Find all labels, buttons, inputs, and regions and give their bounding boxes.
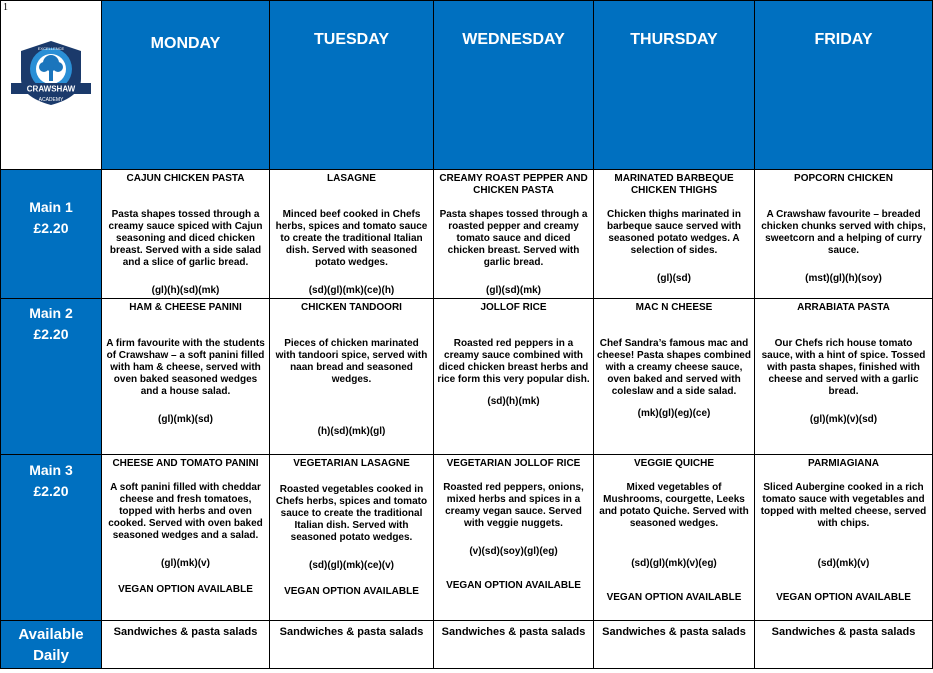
- row-label: Main 2: [29, 305, 73, 321]
- main1-row: [1, 170, 933, 299]
- page-number: 1: [3, 2, 8, 13]
- header-row: [1, 1, 933, 170]
- daily-label-line1: Available: [18, 626, 84, 643]
- row-price: £2.20: [33, 326, 69, 342]
- daily-item: Sandwiches & pasta salads: [270, 621, 434, 669]
- dish-description: A Crawshaw favourite – breaded chicken chunks served with chips, sweetcorn and a helping of curry sauce.: [761, 209, 926, 256]
- dish-description: Sliced Aubergine cooked in a rich tomato sauce with vegetables and topped with melted cheese, served with chips.: [760, 482, 927, 529]
- crawshaw-logo: [11, 39, 91, 107]
- dish-allergens: (gl)(h)(sd)(mk): [151, 285, 220, 296]
- logo-text: CRAWSHAW: [26, 84, 76, 94]
- dish-title: JOLLOF RICE: [480, 302, 547, 313]
- row-header-main2: [1, 299, 102, 455]
- row-header-main3: [1, 455, 102, 621]
- dish-title: MARINATED BARBEQUE CHICKEN THIGHS: [614, 173, 734, 196]
- menu-cell: [270, 455, 434, 621]
- dish-title: VEGETARIAN JOLLOF RICE: [446, 458, 581, 469]
- dish-title: HAM & CHEESE PANINI: [129, 302, 242, 313]
- vegan-option: VEGAN OPTION AVAILABLE: [606, 592, 742, 603]
- menu-cell: [102, 455, 270, 621]
- dish-title: CREAMY ROAST PEPPER AND CHICKEN PASTA: [439, 173, 588, 196]
- menu-cell: [434, 299, 594, 455]
- dish-allergens: (sd)(gl)(mk)(ce)(h): [308, 285, 395, 296]
- main3-row: [1, 455, 933, 621]
- dish-title: LASAGNE: [327, 173, 376, 184]
- daily-item: Sandwiches & pasta salads: [594, 621, 755, 669]
- daily-label-line2: Daily: [33, 647, 69, 664]
- row-price: £2.20: [33, 220, 69, 236]
- dish-title: MAC N CHEESE: [635, 302, 713, 313]
- dish-description: Pasta shapes tossed through a creamy sauce spiced with Cajun seasoning and diced chicken breast. Served with a side salad and a slice of garlic bread.: [108, 209, 263, 268]
- dish-allergens: (v)(sd)(soy)(gl)(eg): [469, 546, 558, 557]
- dish-description: Pasta shapes tossed through a roasted pepper and creamy tomato sauce and diced chicken breast. Served with garlic bread.: [439, 209, 588, 268]
- logo-ring-text: EXCELLENCE: [37, 46, 65, 51]
- row-label: Main 1: [29, 199, 73, 215]
- menu-cell: [594, 455, 755, 621]
- dish-title: VEGETARIAN LASAGNE: [293, 458, 410, 469]
- dish-description: Minced beef cooked in Chefs herbs, spices and tomato sauce to create the traditional Italian dish. Served with seasoned potato wedges.: [275, 209, 428, 268]
- daily-item: Sandwiches & pasta salads: [102, 621, 270, 669]
- dish-allergens: (mst)(gl)(h)(soy): [805, 273, 882, 284]
- dish-description: A soft panini filled with cheddar cheese and fresh tomatoes, topped with herbs and oven cooked. Served with oven baked seasoned wedges and a salad.: [108, 482, 263, 541]
- dish-allergens: (sd)(h)(mk): [487, 396, 540, 407]
- daily-row: [1, 621, 933, 669]
- menu-cell: [755, 455, 933, 621]
- dish-allergens: (gl)(sd)(mk): [486, 285, 541, 296]
- dish-allergens: (gl)(mk)(sd): [158, 414, 213, 425]
- day-header-monday: MONDAY: [102, 1, 270, 170]
- dish-description: Pieces of chicken marinated with tandoori spice, served with naan bread and seasoned wedges.: [275, 338, 428, 385]
- dish-allergens: (mk)(gl)(eg)(ce): [637, 408, 711, 419]
- row-header-main1: [1, 170, 102, 299]
- day-header-thursday: THURSDAY: [594, 1, 755, 170]
- vegan-option: VEGAN OPTION AVAILABLE: [284, 586, 419, 597]
- dish-title: ARRABIATA PASTA: [797, 302, 890, 313]
- dish-description: A firm favourite with the students of Crawshaw – a soft panini filled with ham & cheese, served with oven baked seasoned wedges and a house salad.: [106, 338, 265, 397]
- dish-allergens: (gl)(mk)(v): [161, 558, 210, 569]
- row-header-daily: [1, 621, 102, 669]
- menu-cell: [270, 170, 434, 299]
- vegan-option: VEGAN OPTION AVAILABLE: [446, 580, 581, 591]
- dish-title: PARMIAGIANA: [808, 458, 879, 469]
- dish-allergens: (sd)(gl)(mk)(v)(eg): [631, 558, 717, 569]
- dish-description: Chicken thighs marinated in barbeque sauce served with seasoned potato wedges. A selection of sides.: [607, 209, 741, 256]
- dish-allergens: (sd)(mk)(v): [817, 558, 870, 569]
- dish-title: CHEESE AND TOMATO PANINI: [112, 458, 259, 469]
- menu-cell: [270, 299, 434, 455]
- dish-allergens: (sd)(gl)(mk)(ce)(v): [309, 560, 394, 571]
- logo-cell: [1, 1, 102, 170]
- dish-allergens: (h)(sd)(mk)(gl): [317, 426, 386, 437]
- dish-title: CAJUN CHICKEN PASTA: [126, 173, 245, 184]
- dish-description: Mixed vegetables of Mushrooms, courgette, Leeks and potato Quiche. Served with seasoned wedges.: [599, 482, 749, 529]
- daily-item: Sandwiches & pasta salads: [755, 621, 933, 669]
- menu-cell: [594, 170, 755, 299]
- day-header-friday: FRIDAY: [755, 1, 933, 170]
- menu-cell: [434, 455, 594, 621]
- dish-description: Roasted red peppers in a creamy sauce combined with diced chicken breast herbs and rice form this very popular dish.: [437, 338, 590, 385]
- menu-cell: [755, 170, 933, 299]
- dish-title: CHICKEN TANDOORI: [301, 302, 402, 313]
- menu-cell: [102, 170, 270, 299]
- row-price: £2.20: [33, 483, 69, 499]
- dish-description: Roasted vegetables cooked in Chefs herbs, spices and tomato sauce to create the traditional Italian dish. Served with seasoned potato wedges.: [275, 484, 428, 543]
- dish-allergens: (gl)(sd): [657, 273, 691, 284]
- main2-row: [1, 299, 933, 455]
- menu-cell: [594, 299, 755, 455]
- dish-description: Chef Sandra’s famous mac and cheese! Pasta shapes combined with a creamy cheese sauce, oven baked and served with coleslaw and a side salad.: [597, 338, 751, 397]
- dish-allergens: (gl)(mk)(v)(sd): [809, 414, 878, 425]
- dish-description: Our Chefs rich house tomato sauce, with a hint of spice. Tossed with pasta shapes, finished with cheese and served with a garlic bread.: [761, 338, 926, 397]
- menu-cell: [755, 299, 933, 455]
- menu-cell: [434, 170, 594, 299]
- daily-item: Sandwiches & pasta salads: [434, 621, 594, 669]
- vegan-option: VEGAN OPTION AVAILABLE: [776, 592, 911, 603]
- row-label: Main 3: [29, 462, 73, 478]
- day-header-wednesday: WEDNESDAY: [434, 1, 594, 170]
- dish-title: VEGGIE QUICHE: [633, 458, 714, 469]
- dish-description: Roasted red peppers, onions, mixed herbs and spices in a creamy vegan sauce. Served with veggie nuggets.: [443, 482, 584, 529]
- logo-subtext: ACADEMY: [38, 97, 64, 103]
- menu-cell: [102, 299, 270, 455]
- day-header-tuesday: TUESDAY: [270, 1, 434, 170]
- vegan-option: VEGAN OPTION AVAILABLE: [118, 584, 253, 595]
- dish-title: POPCORN CHICKEN: [794, 173, 893, 184]
